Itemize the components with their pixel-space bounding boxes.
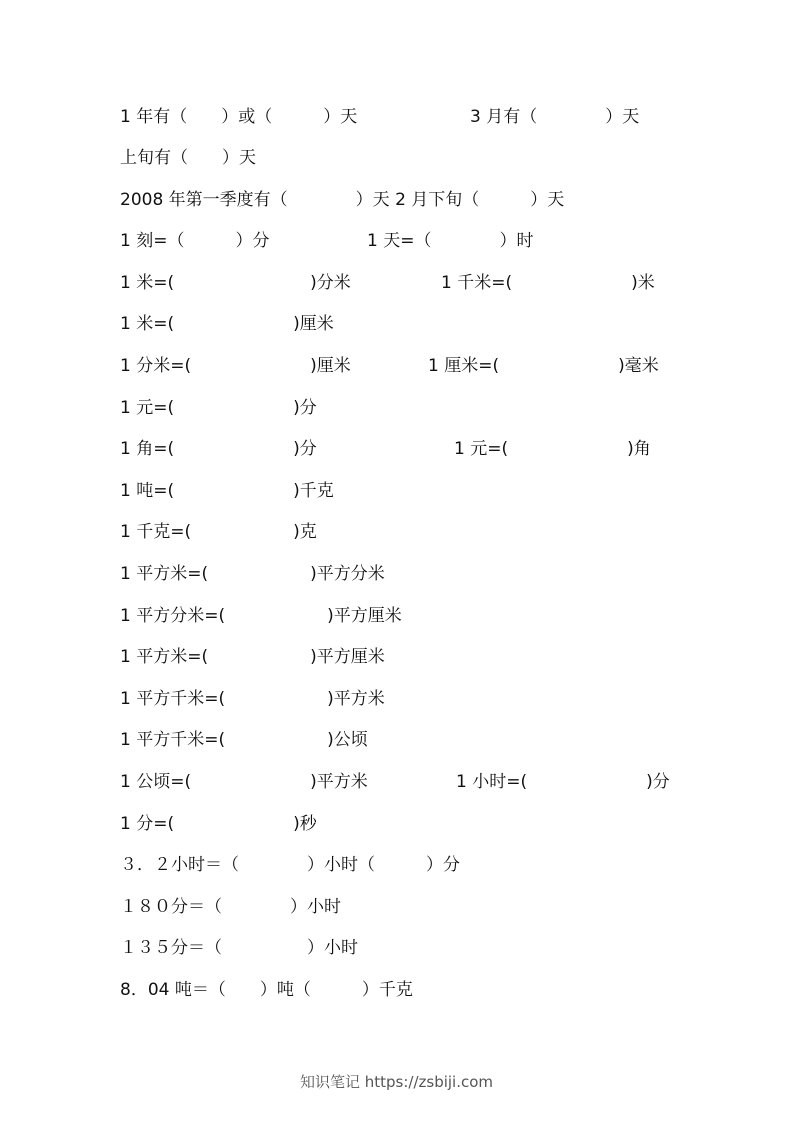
conversion-line: 1 天=（ ）时 bbox=[367, 231, 534, 251]
conversion-line: 1 年有（ ）或（ ）天 bbox=[120, 107, 358, 127]
conversion-line: 1 公顷=( )平方米 bbox=[120, 772, 368, 792]
conversion-line: 1 米=( )分米 bbox=[120, 273, 351, 293]
conversion-line: 1 平方千米=( )公顷 bbox=[120, 730, 368, 750]
conversion-line: 1 刻=（ ）分 bbox=[120, 231, 270, 251]
conversion-line: 1 小时=( )分 bbox=[456, 772, 670, 792]
conversion-line: 1 平方米=( )平方厘米 bbox=[120, 647, 385, 667]
conversion-line: 1 平方米=( )平方分米 bbox=[120, 564, 385, 584]
conversion-line: 1 角=( )分 bbox=[120, 439, 317, 459]
conversion-line: 1 千克=( )克 bbox=[120, 522, 317, 542]
conversion-line: 1 米=( )厘米 bbox=[120, 314, 334, 334]
conversion-line: 1 元=( )角 bbox=[454, 439, 651, 459]
conversion-line: 1 元=( )分 bbox=[120, 398, 317, 418]
conversion-line: 3 月有（ ）天 bbox=[470, 107, 640, 127]
conversion-line: 1 平方千米=( )平方米 bbox=[120, 689, 385, 709]
conversion-line: 1 厘米=( )毫米 bbox=[428, 356, 659, 376]
conversion-line: 1 分=( )秒 bbox=[120, 814, 317, 834]
conversion-line: 8．04 吨＝（ ）吨（ ）千克 bbox=[120, 980, 413, 1000]
conversion-line: １３５分＝（ ）小时 bbox=[120, 938, 358, 958]
conversion-line: 1 千米=( )米 bbox=[441, 273, 655, 293]
conversion-line: 1 吨=( )千克 bbox=[120, 481, 334, 501]
conversion-line: 上旬有（ ）天 bbox=[120, 148, 256, 168]
conversion-line: ３．２小时＝（ ）小时（ ）分 bbox=[120, 855, 460, 875]
conversion-line: １８０分＝（ ）小时 bbox=[120, 897, 341, 917]
conversion-line: 2008 年第一季度有（ ）天 2 月下旬（ ）天 bbox=[120, 190, 565, 210]
conversion-line: 1 分米=( )厘米 bbox=[120, 356, 351, 376]
footer-watermark: 知识笔记 https://zsbiji.com bbox=[299, 1073, 494, 1091]
conversion-line: 1 平方分米=( )平方厘米 bbox=[120, 606, 402, 626]
